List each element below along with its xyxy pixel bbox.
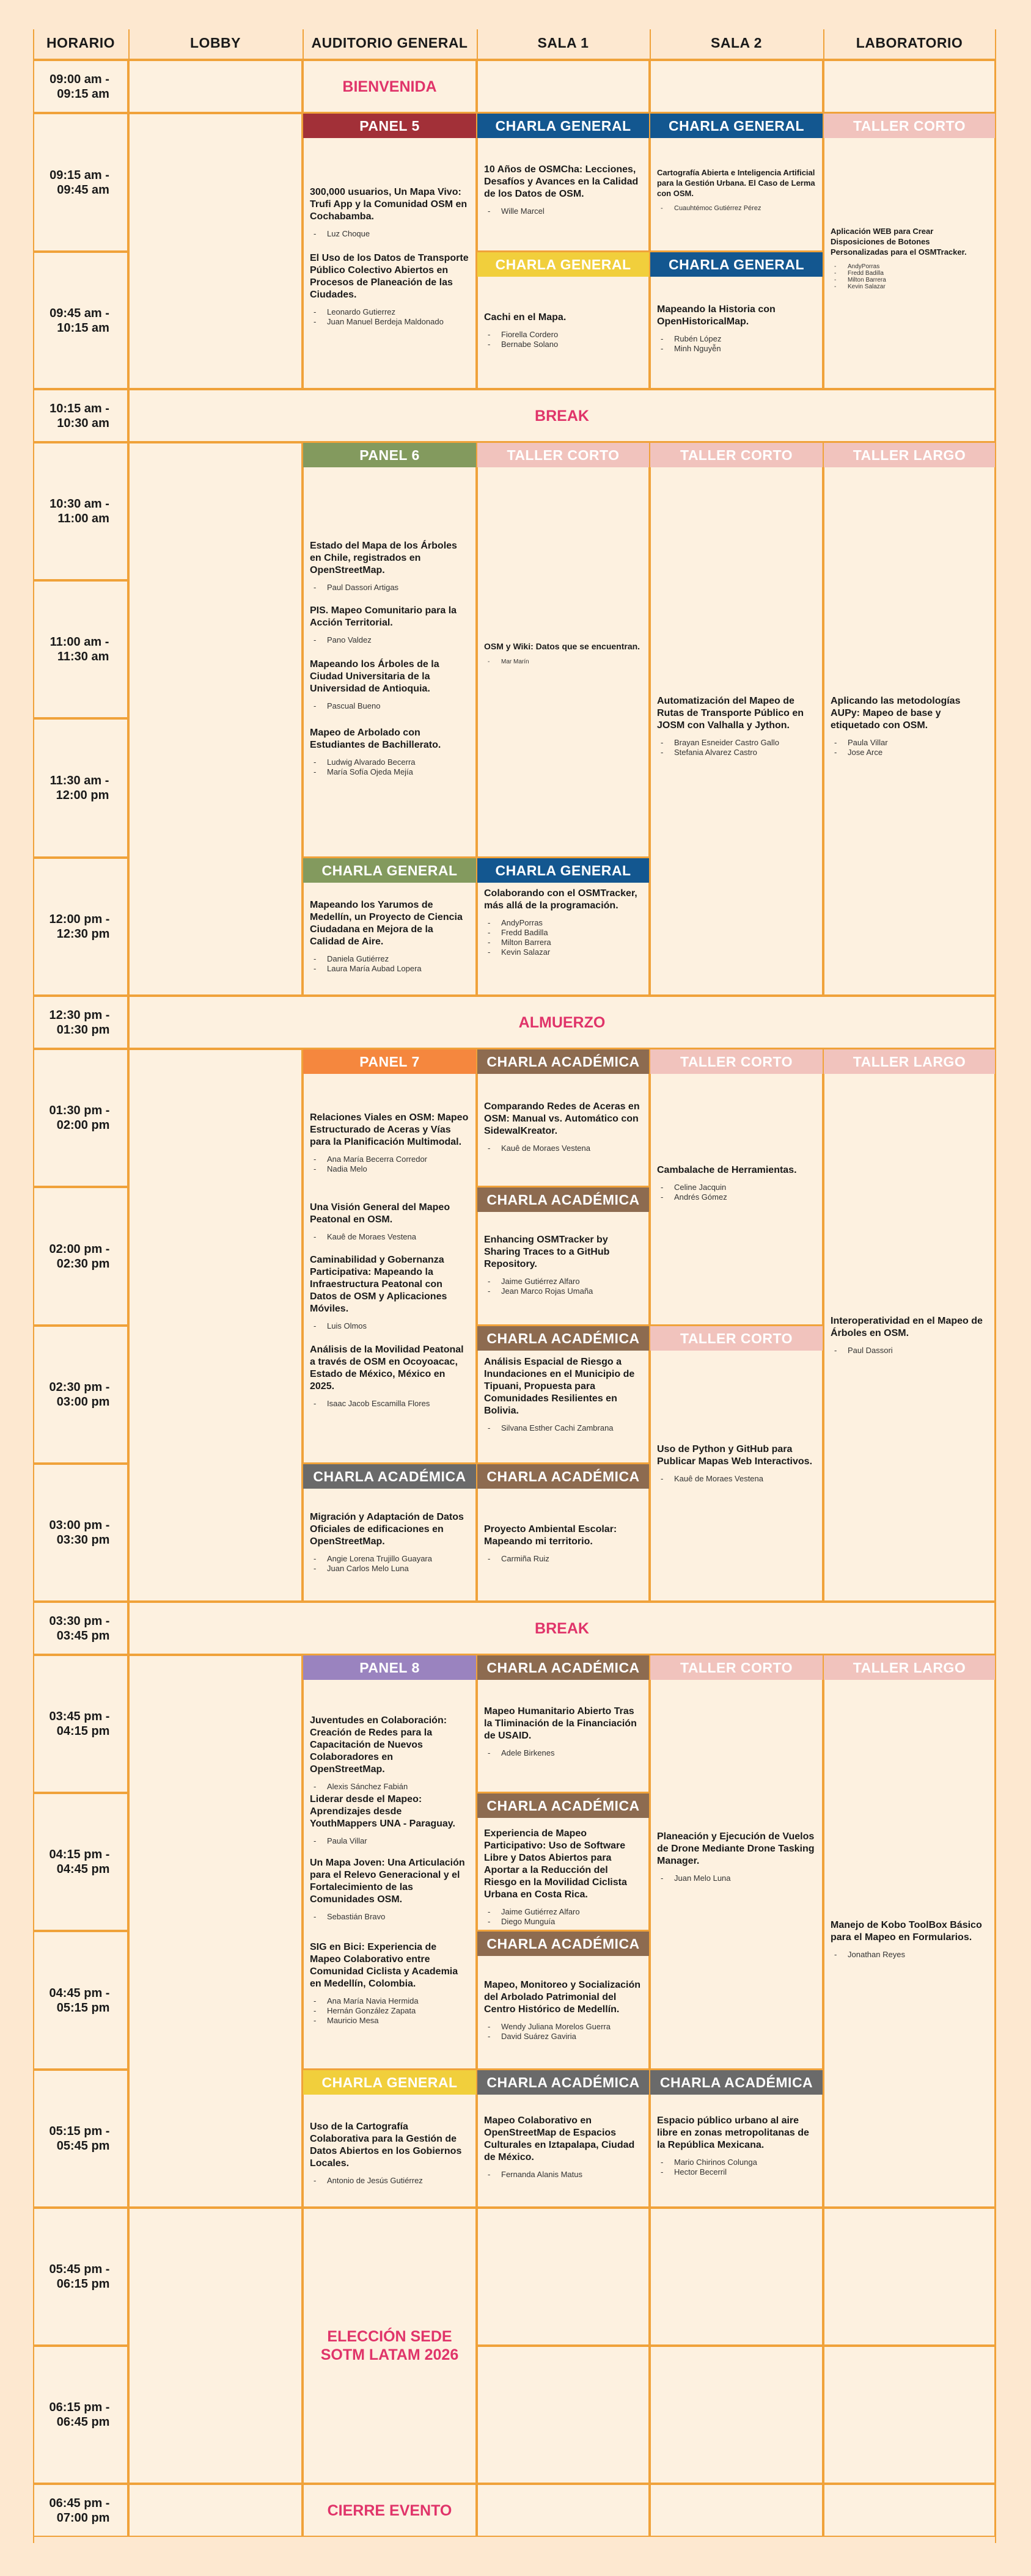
- almuerzo-label: ALMUERZO: [518, 1013, 606, 1031]
- session-item: [477, 641, 650, 666]
- session-item: [477, 1828, 650, 1927]
- time-label: 11:30 am - 12:00 pm: [50, 774, 109, 802]
- lobby-cell: [128, 113, 303, 389]
- taller-largo-banner: TALLER LARGO: [824, 443, 995, 467]
- charla-general-banner: CHARLA GENERAL: [650, 114, 823, 138]
- speaker: - Jonathan Reyes: [831, 1950, 988, 1960]
- session-title: OSM y Wiki: Datos que se encuentran.: [484, 641, 640, 651]
- time-label: 02:00 pm - 02:30 pm: [49, 1242, 110, 1271]
- taller-corto-banner: TALLER CORTO: [650, 443, 823, 467]
- session-item: [477, 1979, 650, 2041]
- speaker: - Nadia Melo: [310, 1164, 469, 1174]
- session-title: Cartografía Abierta e Inteligencia Artificial para la Gestión Urbana. El Caso de Lerma con OSM.: [657, 168, 815, 198]
- speaker: - Ana María Becerra Corredor: [310, 1155, 469, 1164]
- taller-largo-banner: TALLER LARGO: [824, 1049, 995, 1074]
- lab-cell: [823, 2346, 996, 2484]
- sala2-cell: [650, 2484, 823, 2537]
- charla-academica-banner: CHARLA ACADÉMICA: [477, 1049, 649, 1074]
- sala1-cell: [477, 2208, 650, 2346]
- session-item: [303, 1511, 477, 1574]
- session-item: [650, 1831, 823, 1883]
- speaker: - Fredd Badilla: [831, 270, 988, 277]
- speaker: - AndyPorras: [831, 263, 988, 270]
- session-item: [303, 252, 477, 327]
- sala2-cell: [650, 2208, 823, 2346]
- panel-8-banner: PANEL 8: [303, 1655, 476, 1680]
- session-title: Aplicando las metodologías AUPy: Mapeo de base y etiquetado con OSM.: [831, 696, 961, 731]
- time-label: 03:00 pm - 03:30 pm: [49, 1519, 110, 1547]
- lobby-cell: [128, 442, 303, 996]
- session-item: [650, 1164, 823, 1202]
- time-label: 12:30 pm - 01:30 pm: [49, 1008, 110, 1037]
- speaker: - Mar Marín: [484, 658, 642, 666]
- speaker: - Juan Melo Luna: [657, 1874, 816, 1883]
- sala2-cell: [650, 2346, 823, 2484]
- speaker: - Kauê de Moraes Vestena: [310, 1232, 469, 1242]
- charla-academica-banner: CHARLA ACADÉMICA: [477, 1464, 649, 1489]
- speaker: - Paul Dassori Artigas: [310, 583, 469, 593]
- time-label: 10:15 am - 10:30 am: [50, 401, 109, 430]
- session-title: Relaciones Viales en OSM: Mapeo Estructurado de Aceras y Vías para la Planificación Multimodal.: [310, 1112, 469, 1147]
- speaker: - Fiorella Cordero: [484, 330, 642, 340]
- speaker: - Andrés Gómez: [657, 1192, 816, 1202]
- header-sala-1: SALA 1: [537, 34, 589, 51]
- session-item: [303, 1941, 477, 2026]
- session-item: [477, 1706, 650, 1758]
- time-label: 06:15 pm - 06:45 pm: [49, 2401, 110, 2429]
- lobby-cell: [128, 2208, 303, 2484]
- session-title: Mapeo Colaborativo en OpenStreetMap de Espacios Culturales en Iztapalapa, Ciudad de México.: [484, 2115, 635, 2162]
- session-title: Experiencia de Mapeo Participativo: Uso de Software Libre y Datos Abiertos para Aportar a la Reducción del Riesgo en la Movilidad Ciclista Urbana en Costa Rica.: [484, 1828, 627, 1900]
- speaker: - Leonardo Gutierrez: [310, 307, 469, 317]
- session-title: Migración y Adaptación de Datos Oficiales de edificaciones en OpenStreetMap.: [310, 1512, 464, 1547]
- session-title: SIG en Bici: Experiencia de Mapeo Colaborativo entre Comunidad Ciclista y Academia en Medellín, Colombia.: [310, 1942, 458, 1989]
- speaker: - Luis Olmos: [310, 1321, 469, 1331]
- session-title: Uso de Python y GitHub para Publicar Mapas Web Interactivos.: [657, 1444, 813, 1467]
- time-label: 10:30 am - 11:00 am: [50, 497, 109, 525]
- speaker: - Laura María Aubad Lopera: [310, 964, 469, 974]
- header-divider: [823, 29, 824, 60]
- session-title: Una Visión General del Mapeo Peatonal en OSM.: [310, 1202, 450, 1225]
- charla-academica-banner: CHARLA ACADÉMICA: [477, 1793, 649, 1818]
- break-label: BREAK: [535, 407, 589, 425]
- time-label: 04:45 pm - 05:15 pm: [49, 1986, 110, 2015]
- charla-general-banner: CHARLA GENERAL: [650, 252, 823, 277]
- speaker: - Fredd Badilla: [484, 928, 642, 938]
- speaker: - Minh Nguyễn: [657, 344, 816, 354]
- time-label: 05:15 pm - 05:45 pm: [49, 2125, 110, 2153]
- session-title: PIS. Mapeo Comunitario para la Acción Territorial.: [310, 605, 457, 628]
- lab-cell: [823, 2484, 996, 2537]
- speaker: - Paula Villar: [310, 1836, 469, 1846]
- session-title: 10 Años de OSMCha: Lecciones, Desafíos y Avances en la Calidad de los Datos de OSM.: [484, 164, 639, 199]
- speaker: - Celine Jacquin: [657, 1183, 816, 1192]
- charla-academica-banner: CHARLA ACADÉMICA: [477, 1326, 649, 1351]
- speaker: - Kauê de Moraes Vestena: [484, 1144, 642, 1153]
- panel-6-banner: PANEL 6: [303, 443, 476, 467]
- session-title: Un Mapa Joven: Una Articulación para el Relevo Generacional y el Fortalecimiento de las Comunidades OSM.: [310, 1858, 465, 1905]
- session-item: [823, 1919, 996, 1960]
- speaker: - Cuauhtémoc Gutiérrez Pérez: [657, 205, 816, 213]
- header-horario: HORARIO: [46, 34, 116, 51]
- taller-largo-banner: TALLER LARGO: [824, 1655, 995, 1680]
- charla-academica-banner: CHARLA ACADÉMICA: [477, 1655, 649, 1680]
- charla-academica-banner: CHARLA ACADÉMICA: [650, 2070, 823, 2095]
- speaker: - Carmiña Ruiz: [484, 1554, 642, 1564]
- charla-general-banner: CHARLA GENERAL: [477, 252, 649, 277]
- time-label: 12:00 pm - 12:30 pm: [49, 913, 110, 941]
- speaker: - Jean Marco Rojas Umaña: [484, 1286, 642, 1296]
- lab-cell: [823, 2208, 996, 2346]
- break-label: BREAK: [535, 1619, 589, 1637]
- session-item: [303, 1344, 477, 1409]
- speaker: - Antonio de Jesús Gutiérrez: [310, 2176, 469, 2186]
- speaker: - Kauê de Moraes Vestena: [657, 1474, 816, 1484]
- session-item: [303, 186, 477, 239]
- speaker: - Brayan Esneider Castro Gallo: [657, 738, 816, 748]
- taller-corto-banner: TALLER CORTO: [650, 1326, 823, 1351]
- speaker: - Hector Becerril: [657, 2167, 816, 2177]
- time-label: 09:15 am - 09:45 am: [50, 168, 109, 197]
- auditorio-cell: [303, 113, 477, 389]
- session-title: Automatización del Mapeo de Rutas de Transporte Público en JOSM con Valhalla y Jython.: [657, 696, 804, 731]
- header-lobby: LOBBY: [190, 34, 241, 51]
- session-title: Espacio público urbano al aire libre en zonas metropolitanas de la República Mexicana.: [657, 2115, 809, 2150]
- time-label: 03:30 pm - 03:45 pm: [49, 1614, 110, 1643]
- taller-corto-banner: TALLER CORTO: [650, 1655, 823, 1680]
- speaker: - Fernanda Alanis Matus: [484, 2170, 642, 2180]
- speaker: - Juan Carlos Melo Luna: [310, 1564, 469, 1574]
- time-label: 05:45 pm - 06:15 pm: [49, 2263, 110, 2291]
- speaker: - Pascual Bueno: [310, 701, 469, 711]
- session-title: Planeación y Ejecución de Vuelos de Drone Mediante Drone Tasking Manager.: [657, 1831, 815, 1866]
- session-title: Colaborando con el OSMTracker, más allá de la programación.: [484, 888, 637, 911]
- speaker: - Jose Arce: [831, 748, 988, 757]
- speaker: - Kevin Salazar: [484, 947, 642, 957]
- time-label: 11:00 am - 11:30 am: [50, 635, 109, 663]
- sala1-cell: [477, 60, 650, 113]
- header-divider: [303, 29, 304, 60]
- header-divider: [477, 29, 478, 60]
- session-item: [303, 659, 477, 711]
- session-item: [650, 167, 823, 213]
- header-divider: [650, 29, 651, 60]
- speaker: - Stefania Alvarez Castro: [657, 748, 816, 757]
- header-auditorio: AUDITORIO GENERAL: [311, 34, 468, 51]
- charla-general-banner: CHARLA GENERAL: [303, 2070, 476, 2095]
- session-item: [303, 1715, 477, 1792]
- session-item: [477, 1234, 650, 1296]
- speaker: - Isaac Jacob Escamilla Flores: [310, 1399, 469, 1409]
- lobby-cell: [128, 60, 303, 113]
- time-label: 02:30 pm - 03:00 pm: [49, 1381, 110, 1409]
- speaker: - Sebastián Bravo: [310, 1912, 469, 1922]
- speaker: - Hernán González Zapata: [310, 2006, 469, 2016]
- speaker: - Kevin Salazar: [831, 283, 988, 290]
- charla-general-banner: CHARLA GENERAL: [477, 114, 649, 138]
- session-title: Aplicación WEB para Crear Disposiciones de Botones Personalizadas para el OSMTracker.: [831, 227, 967, 257]
- session-item: [303, 1793, 477, 1846]
- session-title: Uso de la Cartografía Colaborativa para la Gestión de Datos Abiertos en los Gobiernos Locales.: [310, 2122, 462, 2169]
- session-item: [650, 1443, 823, 1484]
- header-sala-2: SALA 2: [711, 34, 762, 51]
- speaker: - Jaime Gutiérrez Alfaro: [484, 1277, 642, 1286]
- speaker: - Milton Barrera: [831, 277, 988, 283]
- speaker: - Alexis Sánchez Fabián: [310, 1782, 469, 1792]
- session-item: [823, 226, 996, 290]
- session-title: 300,000 usuarios, Un Mapa Vivo: Trufi App y la Comunidad OSM en Cochabamba.: [310, 187, 468, 222]
- session-item: [303, 1202, 477, 1242]
- speaker: - Paula Villar: [831, 738, 988, 748]
- lobby-cell: [128, 1655, 303, 2208]
- eleccion-sede-label: [303, 2208, 477, 2484]
- eleccion-line-1: ELECCIÓN SEDE: [327, 2328, 452, 2345]
- speaker: - Ludwig Alvarado Becerra: [310, 757, 469, 767]
- session-item: [303, 899, 477, 974]
- taller-corto-banner: TALLER CORTO: [477, 443, 649, 467]
- session-title: El Uso de los Datos de Transporte Público Colectivo Abiertos en Procesos de Planeación de las Ciudades.: [310, 253, 469, 300]
- speaker: - Angie Lorena Trujillo Guayara: [310, 1554, 469, 1564]
- time-label: 09:45 am - 10:15 am: [50, 306, 109, 335]
- session-title: Interoperatividad en el Mapeo de Árboles en OSM.: [831, 1316, 983, 1338]
- speaker: - Pano Valdez: [310, 635, 469, 645]
- taller-corto-banner: TALLER CORTO: [650, 1049, 823, 1074]
- time-label: 09:00 am - 09:15 am: [50, 72, 109, 101]
- session-item: [477, 1356, 650, 1433]
- session-title: Mapeo, Monitoreo y Socialización del Arbolado Patrimonial del Centro Histórico de Medellín.: [484, 1980, 641, 2015]
- session-title: Enhancing OSMTracker by Sharing Traces to a GitHub Repository.: [484, 1235, 610, 1269]
- sala1-cell: [477, 2484, 650, 2537]
- session-item: [650, 2115, 823, 2177]
- charla-academica-banner: CHARLA ACADÉMICA: [303, 1464, 476, 1489]
- speaker: - Adele Birkenes: [484, 1748, 642, 1758]
- cierre-evento-label: CIERRE EVENTO: [327, 2501, 452, 2519]
- lobby-cell: [128, 2484, 303, 2537]
- session-item: [477, 1101, 650, 1153]
- session-item: [650, 304, 823, 354]
- speaker: - Wendy Juliana Morelos Guerra: [484, 2022, 642, 2032]
- session-item: [823, 695, 996, 757]
- header-divider: [128, 29, 130, 60]
- session-item: [477, 312, 650, 349]
- session-title: Caminabilidad y Gobernanza Participativa: Mapeando la Infraestructura Peatonal con Datos de OSM y Aplicaciones Móviles.: [310, 1255, 447, 1314]
- speaker: - Rubén López: [657, 334, 816, 344]
- session-title: Análisis de la Movilidad Peatonal a través de OSM en Ocoyoacac, Estado de México, México en 2025.: [310, 1345, 464, 1392]
- speaker: - Bernabe Solano: [484, 340, 642, 349]
- taller-corto-banner: TALLER CORTO: [824, 114, 995, 138]
- session-item: [477, 164, 650, 216]
- speaker: - David Suárez Gaviria: [484, 2032, 642, 2041]
- charla-academica-banner: CHARLA ACADÉMICA: [477, 1188, 649, 1212]
- session-item: [303, 605, 477, 645]
- bienvenida-label: BIENVENIDA: [342, 78, 437, 95]
- session-title: Juventudes en Colaboración: Creación de Redes para la Capacitación de Nuevos Colaboradores en OpenStreetMap.: [310, 1715, 447, 1775]
- speaker: - Juan Manuel Berdeja Maldonado: [310, 317, 469, 327]
- session-title: Mapeando los Árboles de la Ciudad Universitaria de la Universidad de Antioquia.: [310, 659, 439, 694]
- session-item: [477, 2115, 650, 2180]
- speaker: - Daniela Gutiérrez: [310, 954, 469, 964]
- speaker: - Diego Munguía: [484, 1917, 642, 1927]
- session-item: [823, 1315, 996, 1356]
- lobby-cell: [128, 1049, 303, 1602]
- session-title: Liderar desde el Mapeo: Aprendizajes desde YouthMappers UNA - Paraguay.: [310, 1794, 455, 1829]
- speaker: - Mauricio Mesa: [310, 2016, 469, 2026]
- session-item: [303, 540, 477, 593]
- speaker: - Ana María Navia Hermida: [310, 1996, 469, 2006]
- charla-general-banner: CHARLA GENERAL: [303, 858, 476, 883]
- session-title: Mapeo Humanitario Abierto Tras la Tliminación de la Financiación de USAID.: [484, 1706, 637, 1741]
- speaker: - AndyPorras: [484, 918, 642, 928]
- speaker: - Mario Chirinos Colunga: [657, 2158, 816, 2167]
- speaker: - Jaime Gutiérrez Alfaro: [484, 1907, 642, 1917]
- charla-academica-banner: CHARLA ACADÉMICA: [477, 2070, 649, 2095]
- session-item: [303, 1254, 477, 1331]
- session-title: Estado del Mapa de los Árboles en Chile, registrados en OpenStreetMap.: [310, 541, 457, 575]
- speaker: - Silvana Esther Cachi Zambrana: [484, 1423, 642, 1433]
- time-label: 01:30 pm - 02:00 pm: [49, 1104, 110, 1132]
- time-label: 06:45 pm - 07:00 pm: [49, 2496, 110, 2525]
- session-title: Análisis Espacial de Riesgo a Inundaciones en el Municipio de Tipuani, Propuesta para Comunidades Resilientes en Bolivia.: [484, 1357, 635, 1416]
- session-item: [303, 1112, 477, 1174]
- speaker: - Milton Barrera: [484, 938, 642, 947]
- session-title: Mapeando la Historia con OpenHistoricalMap.: [657, 304, 776, 327]
- speaker: - Luz Choque: [310, 229, 469, 239]
- session-item: [303, 1857, 477, 1922]
- speaker: - Paul Dassori: [831, 1346, 988, 1356]
- speaker: - Wille Marcel: [484, 206, 642, 216]
- time-label: 04:15 pm - 04:45 pm: [49, 1848, 110, 1876]
- panel-5-banner: PANEL 5: [303, 114, 476, 138]
- eleccion-line-2: SOTM LATAM 2026: [320, 2346, 459, 2363]
- session-item: [477, 888, 650, 957]
- session-title: Proyecto Ambiental Escolar: Mapeando mi territorio.: [484, 1524, 617, 1547]
- session-item: [650, 695, 823, 757]
- session-title: Cambalache de Herramientas.: [657, 1165, 797, 1175]
- charla-academica-banner: CHARLA ACADÉMICA: [477, 1932, 649, 1956]
- time-label: 03:45 pm - 04:15 pm: [49, 1710, 110, 1738]
- charla-general-banner: CHARLA GENERAL: [477, 858, 649, 883]
- session-item: [303, 727, 477, 777]
- lab-cell: [823, 60, 996, 113]
- session-title: Comparando Redes de Aceras en OSM: Manual vs. Automático con SidewalKreator.: [484, 1101, 640, 1136]
- header-laboratorio: LABORATORIO: [856, 34, 963, 51]
- session-title: Cachi en el Mapa.: [484, 312, 567, 323]
- session-item: [477, 1523, 650, 1564]
- sala1-cell: [477, 2346, 650, 2484]
- sala2-cell: [650, 60, 823, 113]
- session-title: Mapeando los Yarumos de Medellín, un Proyecto de Ciencia Ciudadana en Mejora de la Calidad de Aire.: [310, 900, 463, 947]
- panel-7-banner: PANEL 7: [303, 1049, 476, 1074]
- session-item: [303, 2121, 477, 2186]
- auditorio-cell: [303, 442, 477, 858]
- session-title: Mapeo de Arbolado con Estudiantes de Bachillerato.: [310, 728, 441, 750]
- session-title: Manejo de Kobo ToolBox Básico para el Mapeo en Formularios.: [831, 1920, 982, 1943]
- speaker: - María Sofía Ojeda Mejía: [310, 767, 469, 777]
